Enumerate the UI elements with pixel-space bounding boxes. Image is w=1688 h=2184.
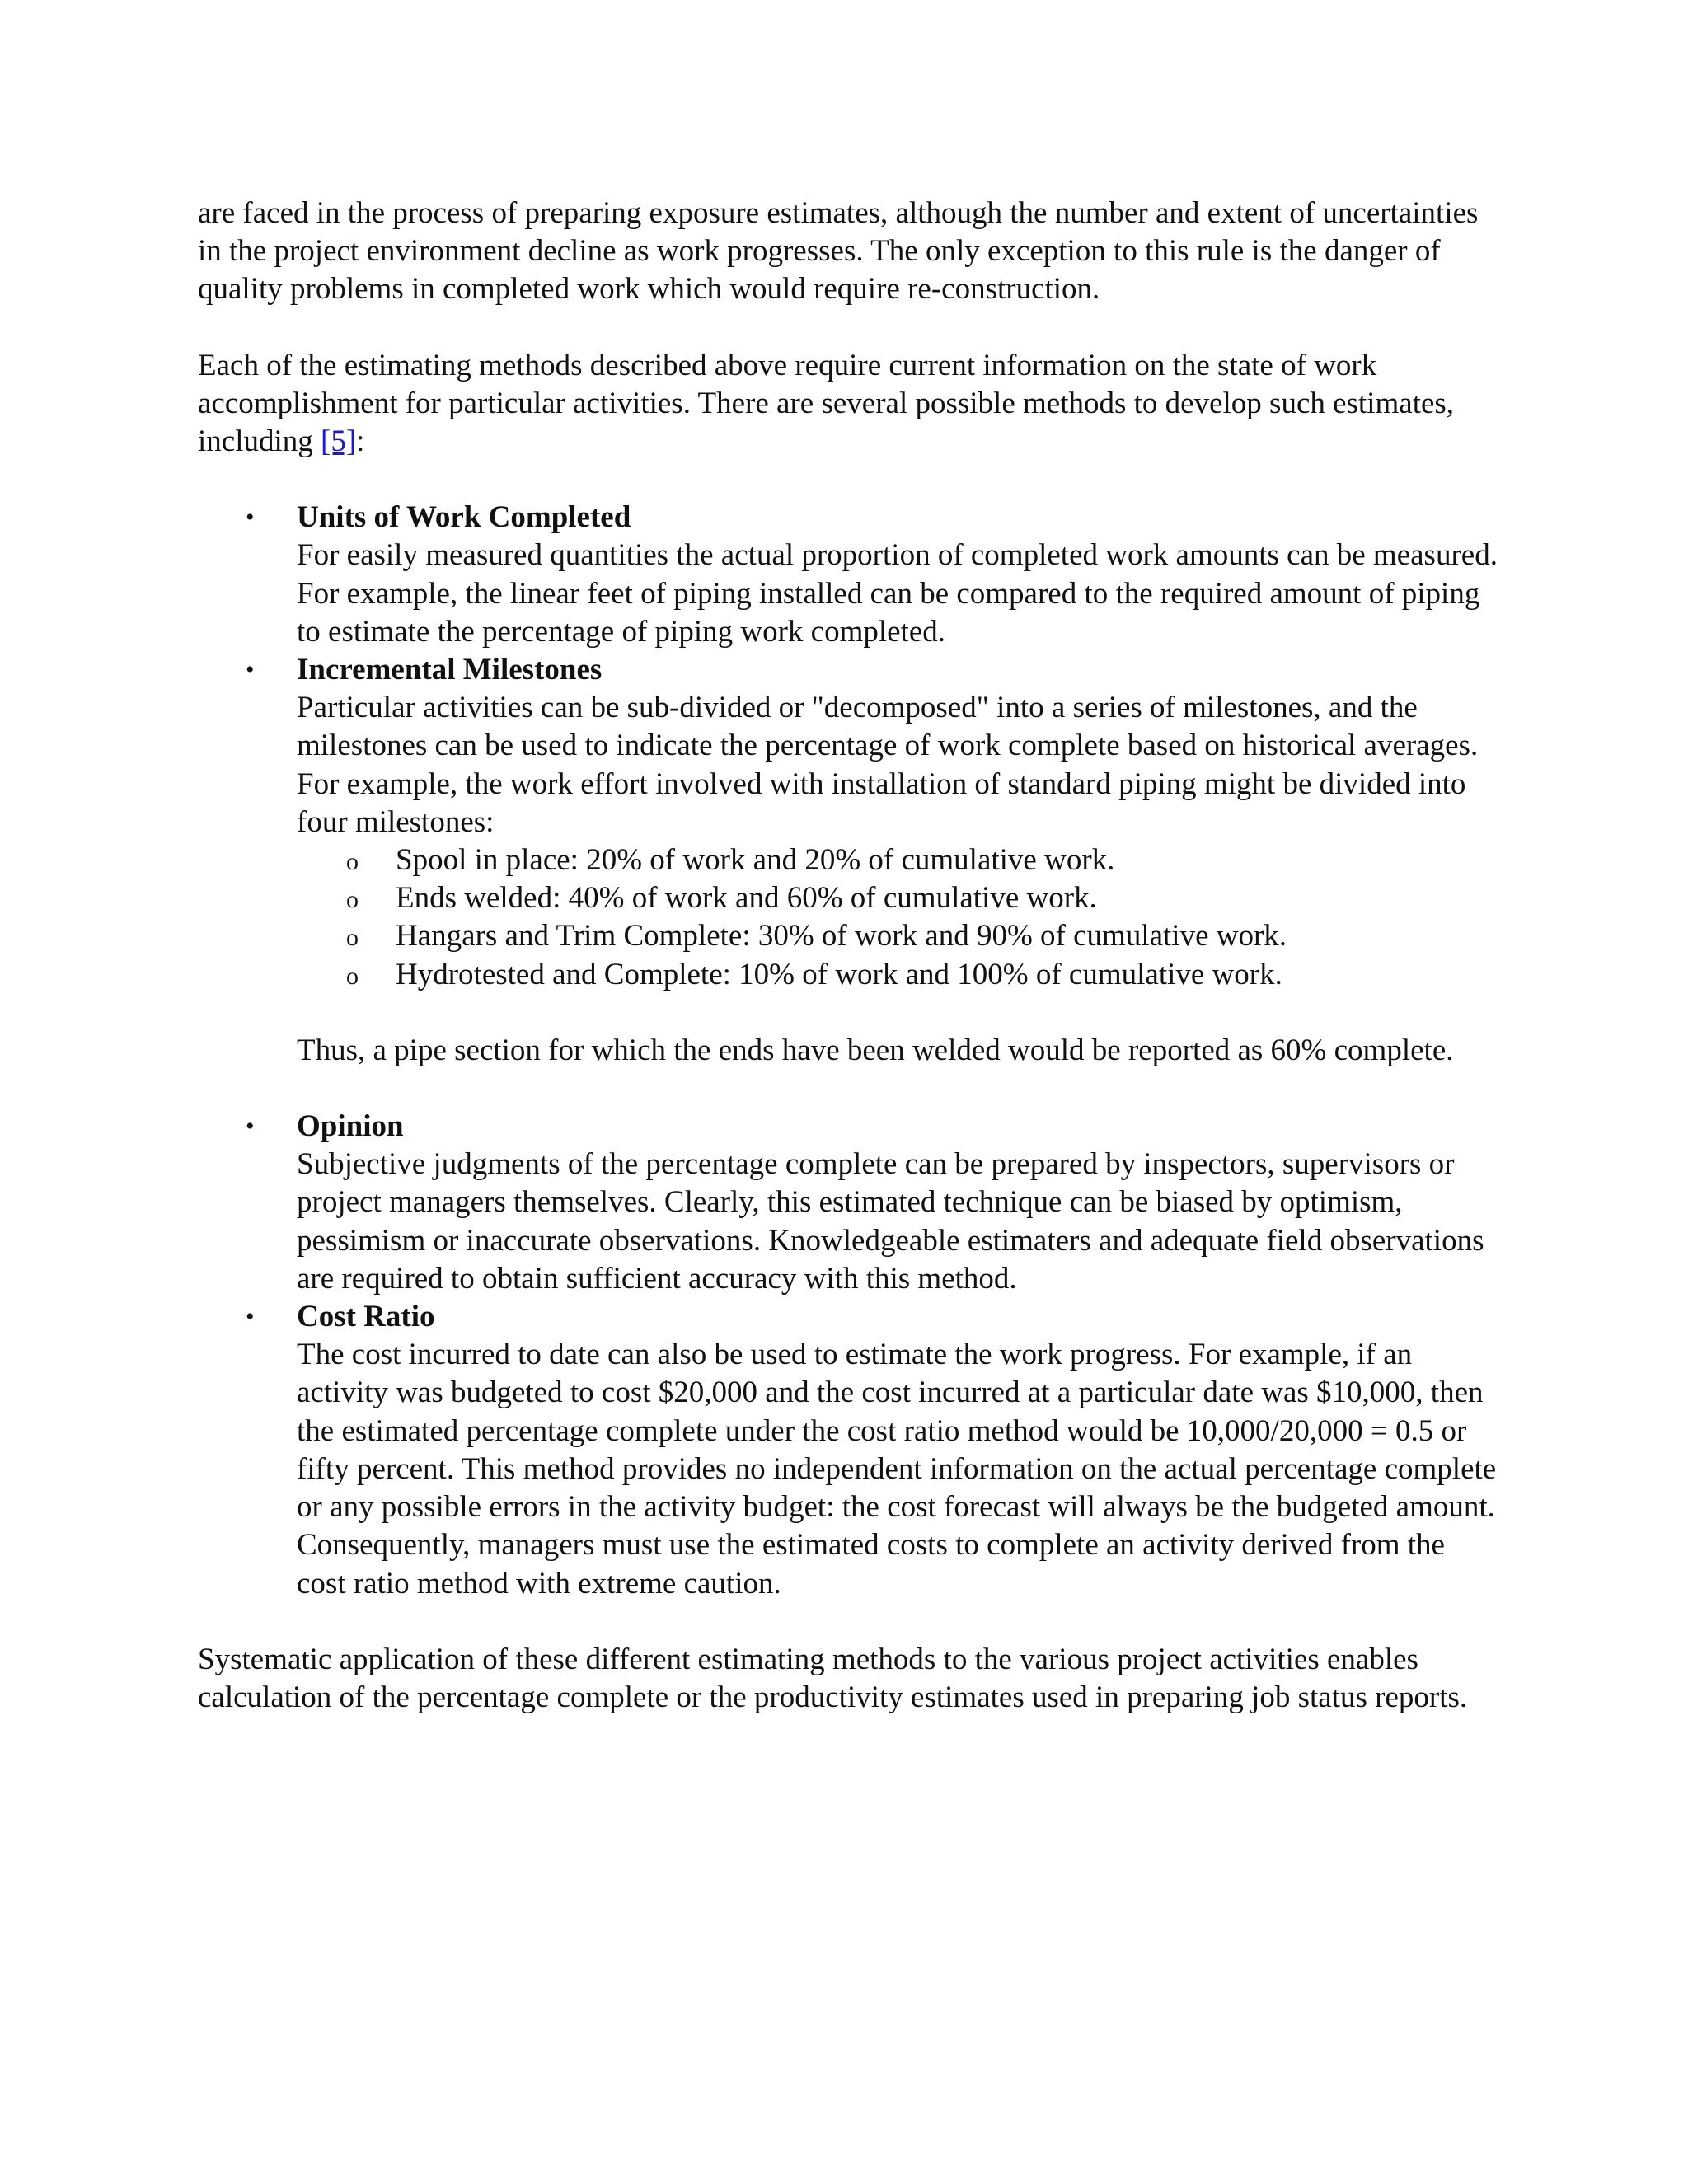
bullet-icon: • [246,1113,255,1141]
intro-paragraph: are faced in the process of preparing exposure estimates, although the number and extent of uncertainties in the project environment decline as work progresses. The only exception to this rule is the danger of quality problems in completed work which would require re-construction. [198,196,1479,307]
bullet-icon: • [246,656,255,684]
document-page [198,194,1500,1717]
circle-bullet-icon: o [346,962,359,990]
method-item-opinion [198,1108,1500,1298]
milestone-text: Spool in place: 20% of work and 20% of cumulative work. [396,843,1115,878]
methods-intro-paragraph [198,347,1500,462]
milestone-text: Hangars and Trim Complete: 30% of work and 90% of cumulative work. [396,919,1287,954]
methods-intro-colon: : [356,424,365,459]
milestone-note: Thus, a pipe section for which the ends have been welded would be reported as 60% complete. [297,1033,1454,1067]
circle-bullet-icon: o [346,924,359,952]
milestone-item [297,841,1500,879]
spacer [297,994,1500,1032]
bullet-icon: • [246,1303,255,1331]
bullet-icon: • [246,504,255,532]
method-item-cost-ratio [198,1298,1500,1603]
milestone-item [297,879,1500,917]
milestone-item [297,956,1500,994]
method-item-incremental-milestones [198,651,1500,1070]
method-body: The cost incurred to date can also be used to estimate the work progress. For example, if an activity was budgeted to cost $20,000 and the cost incurred at a particular date was $10,000, then the estimated percentage complete under the cost ratio method would be 10,000/20,000 = 0.5 or fifty percent. This method provides no independent information on the actual percentage complete or any possible errors in the activity budget: the cost forecast will always be the budgeted amount. Consequently, managers must use the estimated costs to complete an activity derived from the cost ratio method with extreme caution. [297,1338,1497,1601]
methods-intro-text: Each of the estimating methods described above require current information on the state of work accomplishment for particular activities. There are several possible methods to develop such estimates, including [198,348,1455,459]
milestone-text: Hydrotested and Complete: 10% of work and 100% of cumulative work. [396,957,1282,991]
circle-bullet-icon: o [346,848,359,876]
method-body: Subjective judgments of the percentage complete can be prepared by inspectors, supervisors or project managers themselves. Clearly, this estimated technique can be biased by optimism, pessimism or inaccurate observations. Knowledgeable estimaters and adequate field observations are required to obtain sufficient accuracy with this method. [297,1147,1484,1296]
milestone-item [297,917,1500,955]
reference-link-5[interactable]: [5] [321,424,357,459]
method-title: Opinion [297,1109,404,1144]
method-title: Cost Ratio [297,1300,435,1334]
milestone-text: Ends welded: 40% of work and 60% of cumulative work. [396,881,1097,916]
milestones-list [297,841,1500,994]
circle-bullet-icon: o [346,886,359,914]
method-item-units-of-work [198,499,1500,651]
method-title: Units of Work Completed [297,500,631,535]
method-body: For easily measured quantities the actual proportion of completed work amounts can be measured. For example, the linear feet of piping installed can be compared to the required amount of piping to estimate the percentage of piping work completed. [297,538,1498,649]
methods-list [198,499,1500,1602]
method-title: Incremental Milestones [297,653,603,687]
closing-paragraph: Systematic application of these different estimating methods to the various project activities enables calculation of the percentage complete or the productivity estimates used in preparing job status reports. [198,1642,1468,1714]
method-body: Particular activities can be sub-divided or "decomposed" into a series of milestones, and the milestones can be used to indicate the percentage of work complete based on historical averages. For example, the work effort involved with installation of standard piping might be divided into four milestones: [297,691,1479,839]
